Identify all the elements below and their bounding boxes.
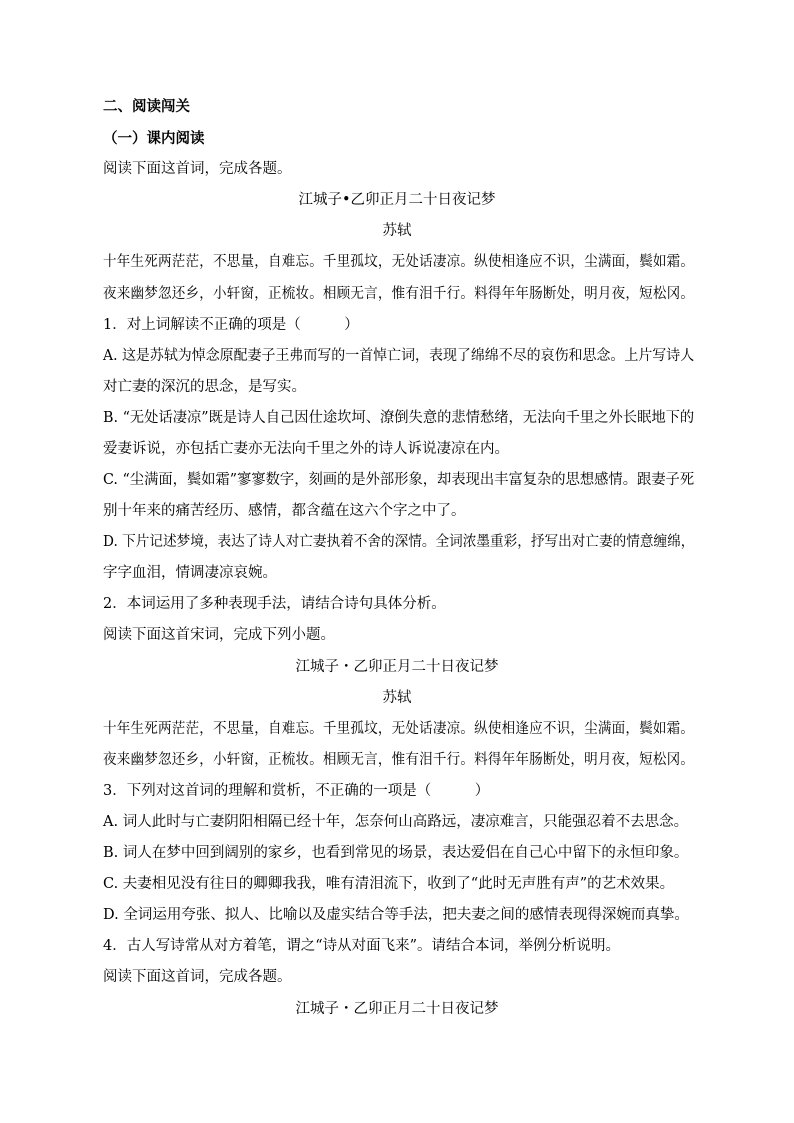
poem-line-1a: 十年生死两茫茫，不思量，自难忘。千里孤坟，无处话凄凉。纵使相逢应不识，尘满面，鬓如霜。 bbox=[103, 254, 695, 270]
q3-option-b: B. 词人在梦中回到阔别的家乡，也看到常见的场景，表达爱侣在自己心中留下的永恒印象。 bbox=[103, 845, 689, 861]
q1-option-d-line1: D. 下片记述梦境，表达了诗人对亡妻执着不舍的深情。全词浓墨重彩，抒写出对亡妻的情意缠绵， bbox=[103, 534, 695, 550]
q3-option-d: D. 全词运用夸张、拟人、比喻以及虚实结合等手法，把夫妻之间的感情表现得深婉而真挚。 bbox=[103, 907, 689, 923]
poem-title-3: 江城子・乙卯正月二十日夜记梦 bbox=[295, 1001, 499, 1017]
poem-line-2a: 十年生死两茫茫，不思量，自难忘。千里孤坟，无处话凄凉。纵使相逢应不识，尘满面，鬓如霜。 bbox=[103, 721, 695, 737]
poem-author-1: 苏轼 bbox=[382, 223, 412, 239]
poem-title-1: 江城子•乙卯正月二十日夜记梦 bbox=[298, 192, 496, 208]
q1-option-a-line1: A. 这是苏轼为悼念原配妻子王弗而写的一首悼亡词，表现了绵绵不尽的哀伤和思念。上片写诗人 bbox=[103, 348, 695, 364]
poem-title-2: 江城子・乙卯正月二十日夜记梦 bbox=[295, 659, 499, 675]
reading-instruction-2: 阅读下面这首宋词，完成下列小题。 bbox=[103, 627, 335, 643]
poem-author-2: 苏轼 bbox=[382, 690, 412, 706]
q3-option-a: A. 词人此时与亡妻阴阳相隔已经十年，怎奈何山高路远，凄凉难言，只能强忍着不去思念。 bbox=[103, 814, 689, 830]
section-title: 二、阅读闯关 bbox=[103, 99, 190, 115]
q1-option-c-line1: C. “尘满面，鬓如霜”寥寥数字，刻画的是外部形象，却表现出丰富复杂的思想感情。跟妻子死 bbox=[103, 472, 695, 488]
reading-instruction-1: 阅读下面这首词，完成各题。 bbox=[103, 161, 292, 177]
q1-option-b-line1: B. “无处话凄凉”既是诗人自己因仕途坎坷、潦倒失意的悲情愁绪，无法向千里之外长眠地下的 bbox=[103, 410, 695, 426]
question-2: 2．本词运用了多种表现手法，请结合诗句具体分析。 bbox=[103, 596, 446, 612]
q1-option-b-line2: 爱妻诉说，亦包括亡妻亦无法向千里之外的诗人诉说凄凉在内。 bbox=[103, 441, 509, 457]
question-1: 1．对上词解读不正确的项是（ ） bbox=[103, 317, 359, 333]
poem-line-1b: 夜来幽梦忽还乡，小轩窗，正梳妆。相顾无言，惟有泪千行。料得年年肠断处，明月夜，短松冈。 bbox=[103, 286, 695, 302]
q3-option-c: C. 夫妻相见没有往日的卿卿我我，唯有清泪流下，收到了“此时无声胜有声”的艺术效果。 bbox=[103, 876, 675, 892]
poem-line-2b: 夜来幽梦忽还乡，小轩窗，正梳妆。相顾无言，惟有泪千行。料得年年肠断处，明月夜，短松冈。 bbox=[103, 752, 695, 768]
question-4: 4．古人写诗常从对方着笔，谓之“诗从对面飞来”。请结合本词，举例分析说明。 bbox=[103, 938, 621, 954]
q1-option-d-line2: 字字血泪，情调凄凉哀婉。 bbox=[103, 565, 277, 581]
q1-option-c-line2: 别十年来的痛苦经历、感情，都含蕴在这六个字之中了。 bbox=[103, 503, 466, 519]
reading-instruction-3: 阅读下面这首词，完成各题。 bbox=[103, 969, 292, 985]
q1-option-a-line2: 对亡妻的深沉的思念，是写实。 bbox=[103, 379, 306, 395]
question-3: 3．下列对这首词的理解和赏析，不正确的一项是（ ） bbox=[103, 783, 490, 799]
subsection-title: （一）课内阅读 bbox=[103, 131, 205, 147]
